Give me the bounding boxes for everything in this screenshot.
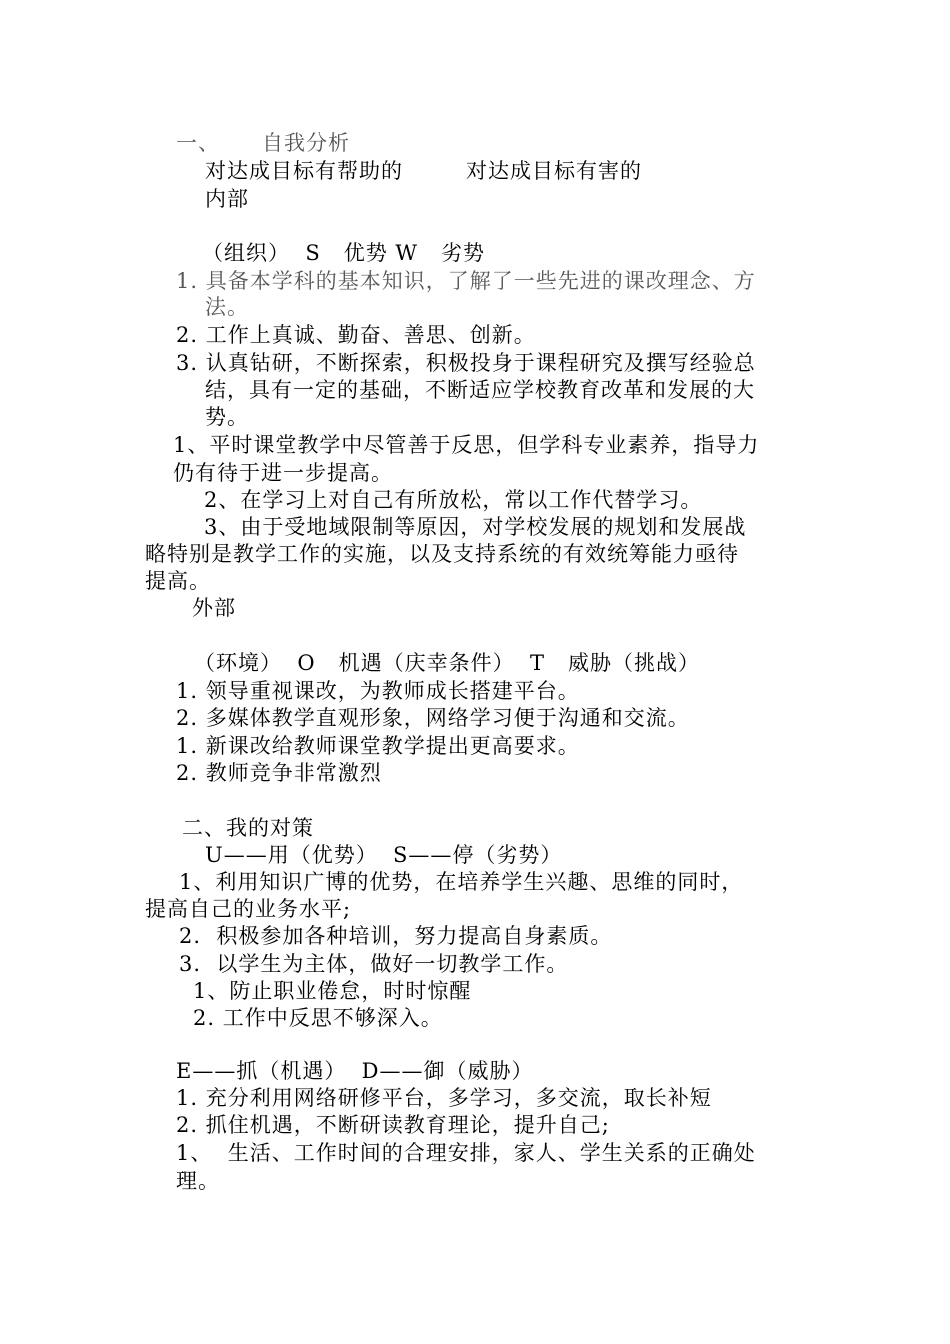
section1-heading-text: 自我分析 [262,131,350,155]
strength-item: 法。 [205,295,249,319]
us-strategy-item: 2. 积极参加各种培训，努力提高自身素质。 [179,924,613,948]
internal-label: 内部 [205,187,249,211]
external-subheader: （环境） O 机遇（庆幸条件） T 威胁（挑战） [194,651,700,675]
weakness-item: 仍有待于进一步提高。 [173,461,393,485]
strength-item: 结，具有一定的基础，不断适应学校教育改革和发展的大 [205,378,755,402]
strength-item: 3. 认真钻研，不断探索，积极投身于课程研究及撰写经验总 [176,351,756,375]
us-strategy-item: 1、防止职业倦怠，时时惊醒 [193,979,472,1003]
column-header-helpful: 对达成目标有帮助的 [205,159,403,183]
ed-strategy-item: 2. 抓住机遇，不断研读教育理论，提升自己; [176,1113,610,1137]
external-item: 1. 领导重视课改，为教师成长搭建平台。 [176,679,580,703]
us-strategy-item: 1、利用知识广博的优势，在培养学生兴趣、思维的同时， [179,870,744,894]
external-item: 2. 教师竞争非常激烈 [176,761,382,785]
ed-strategy-item: 1. 充分利用网络研修平台，多学习，多交流，取长补短 [176,1086,712,1110]
column-header-harmful: 对达成目标有害的 [466,159,642,183]
external-label: 外部 [192,596,236,620]
strength-item: 1. 具备本学科的基本知识，了解了一些先进的课改理念、方 [176,269,756,293]
section1-heading-number: 一、 [176,131,220,155]
external-item: 2. 多媒体教学直观形象，网络学习便于沟通和交流。 [176,706,690,730]
ed-strategy-item: 理。 [176,1169,220,1193]
external-item: 1. 新课改给教师课堂教学提出更高要求。 [176,734,580,758]
ed-strategy-item: 1、 生活、工作时间的合理安排，家人、学生关系的正确处 [176,1141,756,1165]
strength-item: 2. 工作上真诚、勤奋、善思、创新。 [176,323,536,347]
weakness-item: 2、在学习上对自己有所放松，常以工作代替学习。 [204,488,703,512]
us-strategy-item: 提高自己的业务水平; [145,897,352,921]
internal-subheader: （组织） S 优势 W 劣势 [202,241,486,265]
ed-strategy-header: E——抓（机遇） D——御（威胁） [176,1059,534,1083]
section2-heading: 二、我的对策 [182,816,314,840]
us-strategy-header: U——用（优势） S——停（劣势） [205,843,563,867]
weakness-item: 略特别是教学工作的实施，以及支持系统的有效统筹能力亟待 [145,542,739,566]
weakness-item: 3、由于受地域限制等原因，对学校发展的规划和发展战 [204,515,747,539]
weakness-item: 1、平时课堂教学中尽管善于反思，但学科专业素养，指导力 [173,433,760,457]
strength-item: 势。 [205,405,249,429]
weakness-item: 提高。 [145,569,211,593]
us-strategy-item: 2. 工作中反思不够深入。 [193,1006,443,1030]
us-strategy-item: 3. 以学生为主体，做好一切教学工作。 [179,952,569,976]
